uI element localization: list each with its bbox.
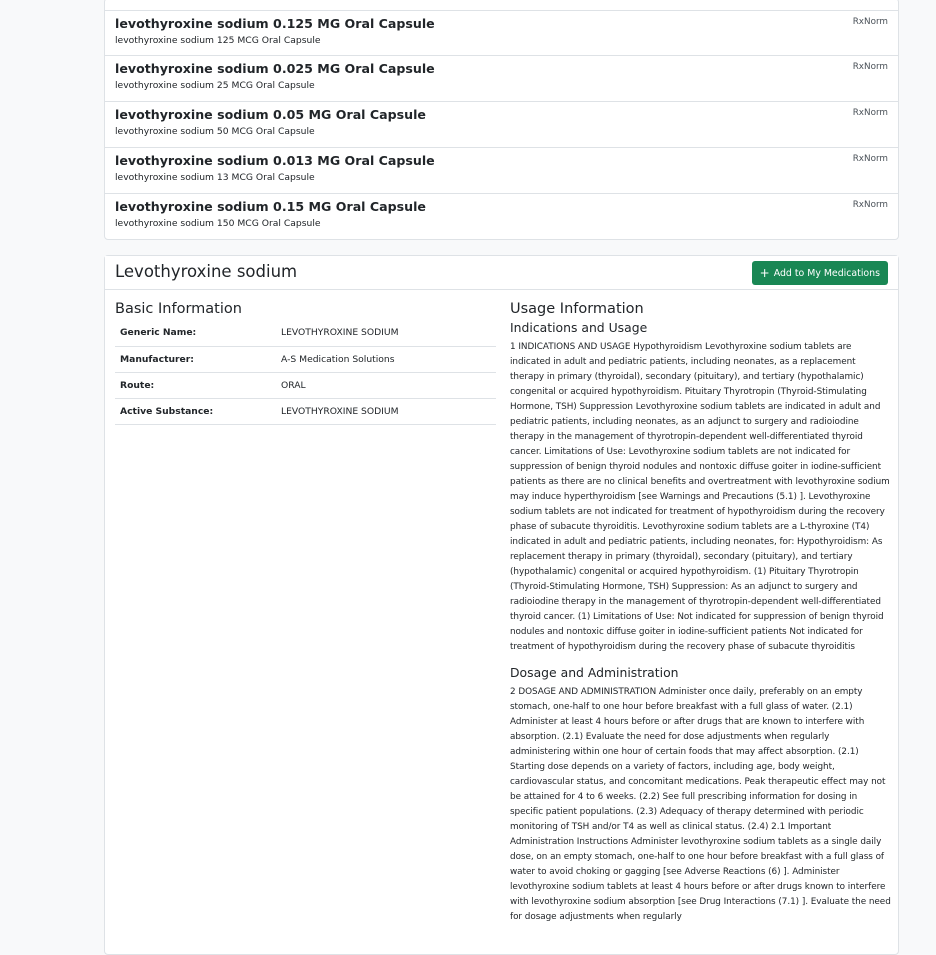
usage-information-section [510, 301, 892, 925]
add-to-my-medications-button[interactable] [752, 261, 888, 285]
result-item[interactable] [105, 102, 898, 148]
search-results-list [104, 0, 899, 240]
medication-detail-card [104, 255, 899, 955]
info-key: Manufacturer: [115, 346, 276, 372]
result-subtitle: levothyroxine sodium 13 MCG Oral Capsule [115, 172, 315, 183]
add-button-label: Add to My Medications [773, 267, 880, 279]
result-item[interactable] [105, 10, 898, 56]
basic-information-heading: Basic Information [115, 301, 242, 317]
indications-text: 1 INDICATIONS AND USAGE Hypothyroidism Levothyroxine sodium tablets are indicated in adult and pediatric patients, including neonates, as a replacement therapy in primary (thyroidal), secondary (pituitary), and tertiary (hypothalamic) congenital or acquired hypothyroidism. Pituitary Thyrotropin (Thyroid-Stimulating Hormone, TSH) Suppression Levothyroxine sodium tablets are indicated in adult and pediatric patients, including neonates, as an adjunct to surgery and radioiodine therapy in the management of thyrotropin-dependent well-differentiated thyroid cancer. Limitations of Use: Levothyroxine sodium tablets are not indicated for suppression of benign thyroid nodules and nontoxic diffuse goiter in iodine-sufficient patients as there are no clinical benefits and overtreatment with levothyroxine sodium may induce hyperthyroidism [see Warnings and Precautions (5.1) ]. Levothyroxine sodium tablets are not indicated for treatment of hypothyroidism during the recovery phase of subacute thyroiditis. Levothyroxine sodium tablets are a L-thyroxine (T4) indicated in adult and pediatric patients, including neonates, for: Hypothyroidism: As replacement therapy in primary (thyroidal), secondary (pituitary), and tertiary (hypothalamic) congenital or acquired hypothyroidism. (1) Pituitary Thyrotropin (Thyroid-Stimulating Hormone, TSH) Suppression: As an adjunct to surgery and radioiodine therapy in the management of thyrotropin-dependent well-differentiated thyroid cancer. (1) Limitations of Use: Not indicated for suppression of benign thyroid nodules and nontoxic diffuse goiter in iodine-sufficient patients Not indicated for treatment of hypothyroidism during the recovery phase of subacute thyroiditis [510, 342, 890, 652]
result-name: levothyroxine sodium 0.15 MG Oral Capsule [115, 199, 426, 214]
info-value: LEVOTHYROXINE SODIUM [276, 320, 496, 346]
table-row [115, 398, 496, 424]
result-source-badge: RxNorm [852, 62, 888, 72]
indications-heading: Indications and Usage [510, 320, 648, 335]
result-subtitle: levothyroxine sodium 150 MCG Oral Capsule [115, 218, 321, 229]
result-source-badge: RxNorm [852, 108, 888, 118]
result-subtitle: levothyroxine sodium 25 MCG Oral Capsule [115, 80, 315, 91]
info-value: A-S Medication Solutions [276, 346, 496, 372]
usage-information-heading: Usage Information [510, 301, 644, 317]
plus-icon: + [759, 266, 770, 280]
result-name: levothyroxine sodium 0.013 MG Oral Capsule [115, 153, 435, 168]
result-source-badge: RxNorm [852, 200, 888, 210]
info-key: Active Substance: [115, 398, 276, 424]
result-name: levothyroxine sodium 0.05 MG Oral Capsule [115, 107, 426, 122]
basic-information-section [115, 301, 496, 425]
result-name: levothyroxine sodium 0.025 MG Oral Capsule [115, 61, 435, 76]
basic-information-table [115, 320, 496, 425]
dosage-text: 2 DOSAGE AND ADMINISTRATION Administer once daily, preferably on an empty stomach, one-half to one hour before breakfast with a full glass of water. (2.1) Administer at least 4 hours before or after drugs that are known to interfere with absorption. (2.1) Evaluate the need for dose adjustments when regularly administering within one hour of certain foods that may affect absorption. (2.1) Starting dose depends on a variety of factors, including age, body weight, cardiovascular status, and concomitant medications. Peak therapeutic effect may not be attained for 4 to 6 weeks. (2.2) See full prescribing information for dosing in specific patient populations. (2.3) Adequacy of therapy determined with periodic monitoring of TSH and/or T4 as well as clinical status. (2.4) 2.1 Important Administration Instructions Administer levothyroxine sodium tablets as a single daily dose, on an empty stomach, one-half to one hour before breakfast with a full glass of water to avoid choking or gagging [see Adverse Reactions (6) ]. Administer levothyroxine sodium tablets at least 4 hours before or after drugs known to interfere with levothyroxine sodium absorption [see Drug Interactions (7.1) ]. Evaluate the need for dosage adjustments when regularly [510, 687, 891, 922]
info-value: LEVOTHYROXINE SODIUM [276, 398, 496, 424]
table-row [115, 346, 496, 372]
info-value: ORAL [276, 372, 496, 398]
medication-title: Levothyroxine sodium [115, 262, 298, 281]
table-row [115, 320, 496, 346]
result-name: levothyroxine sodium 0.125 MG Oral Capsule [115, 16, 435, 31]
dosage-heading: Dosage and Administration [510, 665, 679, 680]
result-item[interactable] [105, 56, 898, 102]
result-item[interactable] [105, 148, 898, 194]
result-subtitle: levothyroxine sodium 125 MCG Oral Capsule [115, 35, 321, 46]
result-source-badge: RxNorm [852, 17, 888, 27]
info-key: Generic Name: [115, 320, 276, 346]
table-row [115, 372, 496, 398]
result-item[interactable] [105, 194, 898, 240]
info-key: Route: [115, 372, 276, 398]
result-source-badge: RxNorm [852, 154, 888, 164]
result-subtitle: levothyroxine sodium 50 MCG Oral Capsule [115, 126, 315, 137]
detail-header [105, 256, 898, 290]
